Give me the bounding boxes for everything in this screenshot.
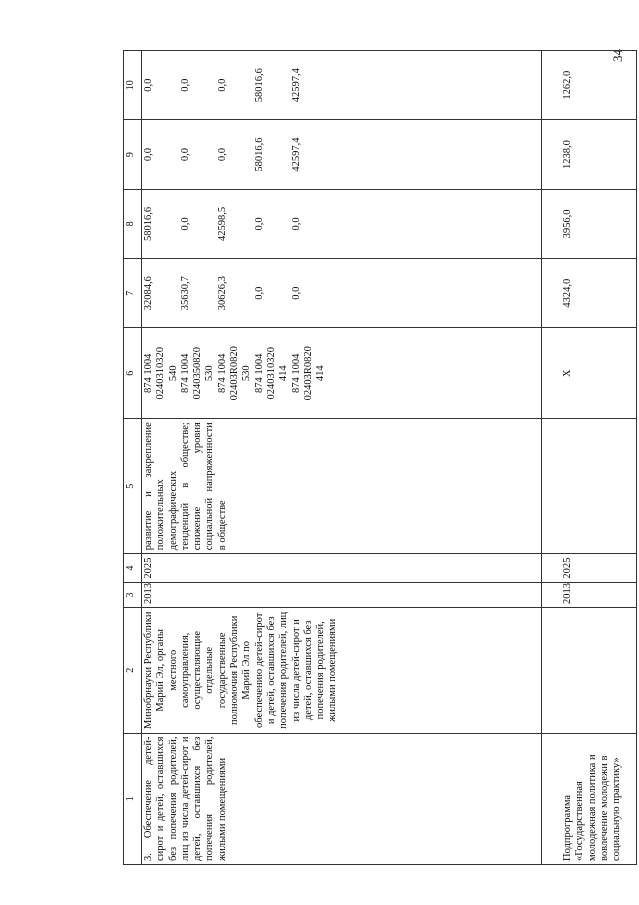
empty-cell [542,419,637,554]
table-header-row [124,51,142,865]
col-header: 10 [124,51,142,120]
page-number: 34 [610,49,625,62]
budget-code: X [542,328,637,419]
executors: Минобрнауки Республики Марий Эл, органы местного самоуправления, осуществляющие отдельные государственные полномочия Республики Марий Эл по обеспечению детей-сирот и детей, оставшихся без попечения родителей, лиц из числа детей-сирот и детей, оставшихся без попечения родителей, жилыми помещениями [142,608,542,734]
amount-value: 0,0 [254,217,265,231]
budget-code: 874 1004 02403R0820 530 [216,346,253,401]
col-header: 8 [124,189,142,258]
budget-codes [142,328,542,419]
col-header: 5 [124,419,142,554]
amount-value: 3956,0 [542,189,637,258]
table-row [142,51,542,865]
event-name: 3. Обеспечение детей-сирот и детей, оставшихся без попечения родителей, лиц из числа детей-сирот и детей, оставшихся без попечения родителей, жилыми помещениями [142,733,542,864]
program-table [123,50,637,865]
amount-value: 58016,6 [143,206,154,241]
col-header: 7 [124,259,142,328]
amount-value: 42598,5 [217,206,228,241]
col-header: 1 [124,733,142,864]
amount-value: 42597,4 [291,137,302,172]
amount-col-9 [142,120,542,189]
amount-col-10 [142,51,542,120]
amount-value: 58016,6 [254,137,265,172]
budget-code: 874 1004 0240310320 540 [143,347,179,400]
col-header: 3 [124,582,142,607]
amount-value: 0,0 [143,148,154,162]
amount-value: 0,0 [180,78,191,92]
start-year: 2013 [542,582,637,607]
start-year: 2013 [142,582,542,607]
end-year: 2025 [542,554,637,583]
amount-value: 0,0 [180,217,191,231]
amount-value: 1262,0 [542,51,637,120]
amount-value: 0,0 [180,148,191,162]
amount-value: 32084,6 [143,276,154,311]
amount-value: 0,0 [217,148,228,162]
amount-value: 0,0 [291,217,302,231]
amount-col-7 [142,259,542,328]
col-header: 6 [124,328,142,419]
amount-value: 35630,7 [180,276,191,311]
amount-value: 58016,6 [254,68,265,103]
amount-value: 0,0 [291,286,302,300]
subprogram-name: Подпрограмма «Государственная молодежная политика и вовлечение молодежи в социальную практику» [542,733,637,864]
table-row-subprogram [542,51,637,865]
end-year: 2025 [142,554,542,583]
amount-value: 0,0 [143,78,154,92]
expected-result: развитие и закрепление положительных демографических тенденций в обществе; снижение уровня социальной напряженности в обществе [142,419,542,554]
budget-code: 874 1004 0240310320 414 [253,347,290,400]
col-header: 4 [124,554,142,583]
budget-code: 874 1004 02403R0820 414 [290,346,327,401]
col-header: 2 [124,608,142,734]
amount-value: 0,0 [254,286,265,300]
amount-value: 4324,0 [542,259,637,328]
amount-value: 1238,0 [542,120,637,189]
budget-code: 874 1004 0240350820 530 [179,347,216,400]
amount-value: 30626,3 [217,276,228,311]
amount-col-8 [142,189,542,258]
col-header: 9 [124,120,142,189]
amount-value: 42597,4 [291,68,302,103]
amount-value: 0,0 [217,78,228,92]
empty-cell [542,608,637,734]
